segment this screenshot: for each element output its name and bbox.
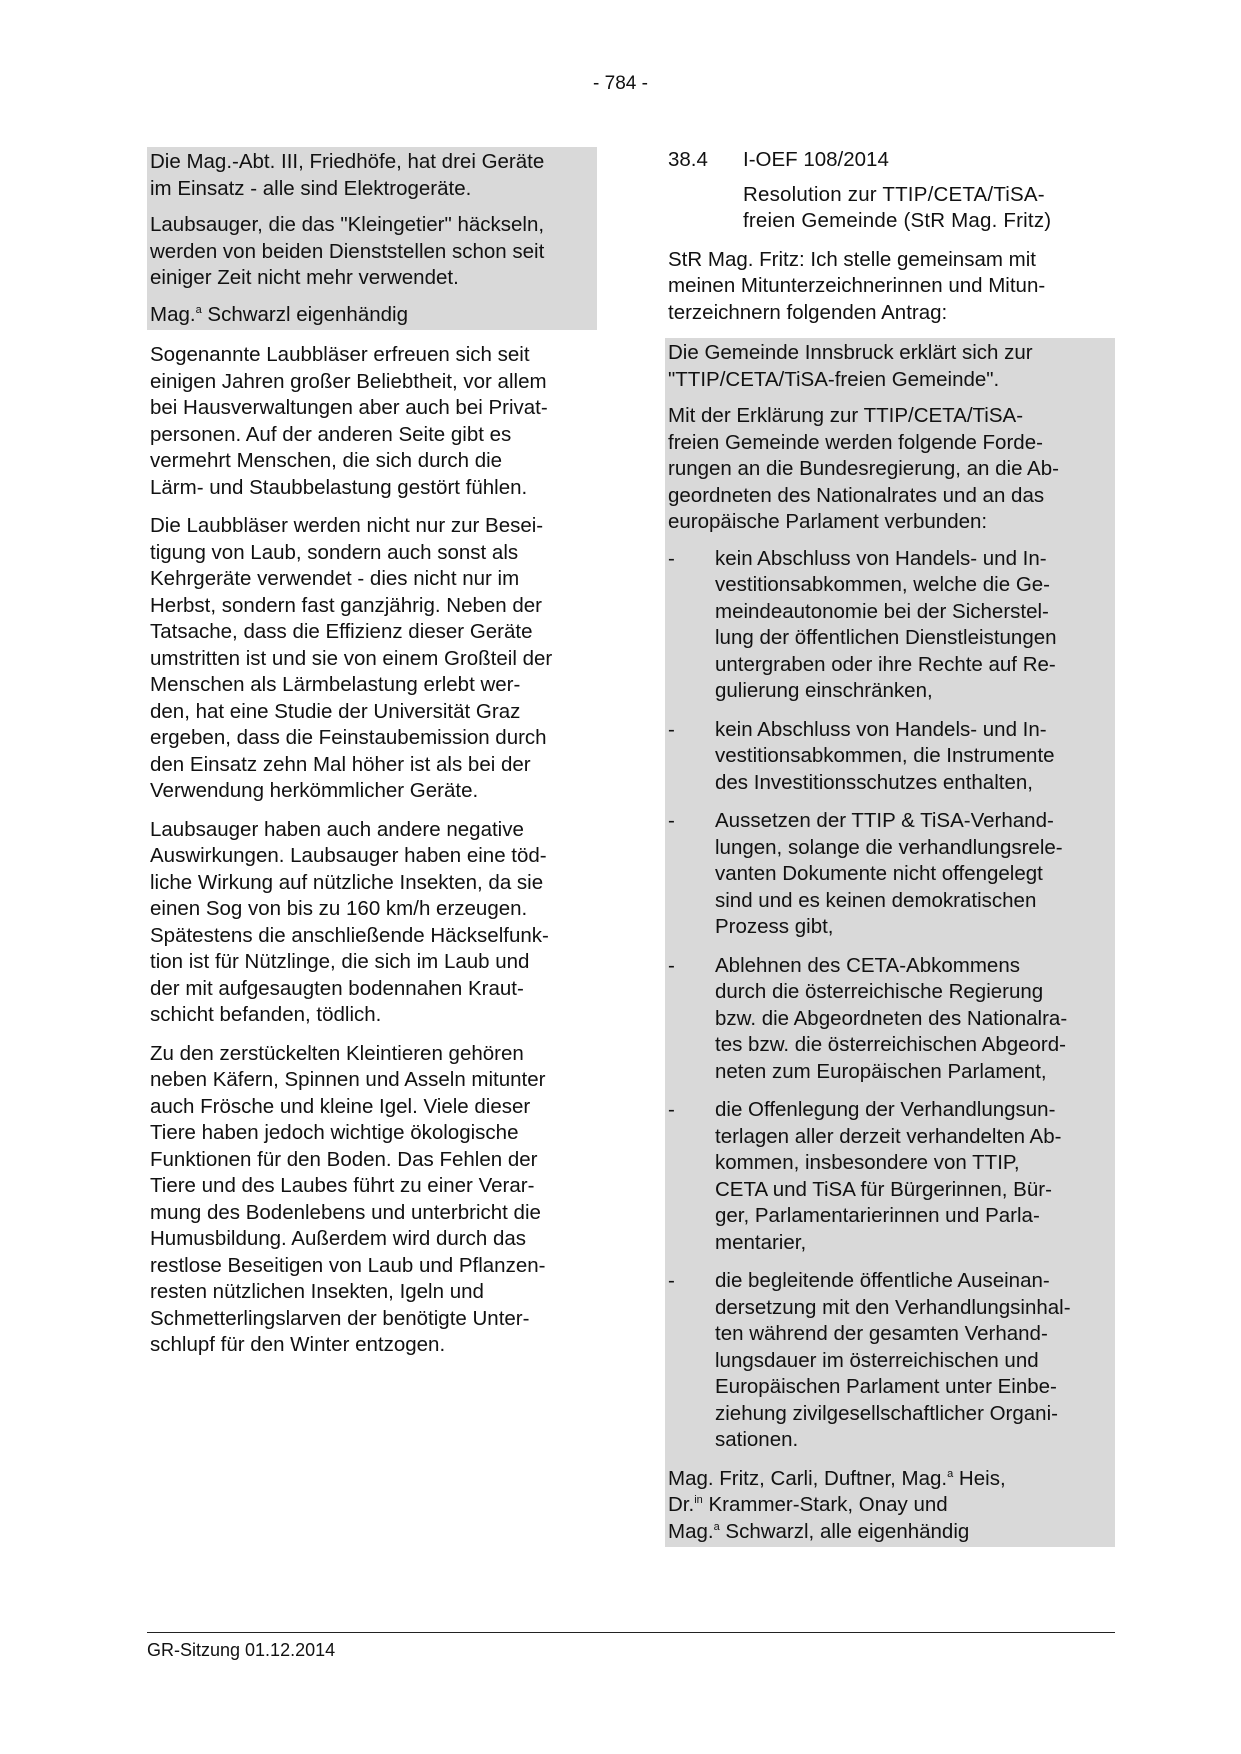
text-line: schlupf für den Winter entzogen. bbox=[150, 1333, 446, 1356]
list-item-text bbox=[715, 953, 1112, 1086]
text-line: Lärm- und Staubbelastung gestört fühlen. bbox=[150, 475, 528, 499]
text-line: den, hat eine Studie der Universität Graz bbox=[150, 699, 521, 723]
list-item bbox=[665, 808, 1115, 941]
text-line: einigen Jahren großer Beliebtheit, vor allem bbox=[150, 369, 547, 393]
text-line: ten während der gesamten Verhand- bbox=[715, 1322, 1048, 1345]
text-line: lungsdauer im österreichischen und bbox=[715, 1348, 1039, 1372]
text-line: StR Mag. Fritz: Ich stelle gemeinsam mit bbox=[668, 247, 1036, 271]
text-line: Die Gemeinde Innsbruck erklärt sich zur bbox=[668, 341, 1033, 364]
text-line: dersetzung mit den Verhandlungsinhal- bbox=[715, 1295, 1071, 1319]
text-line: restlose Beseitigen von Laub und Pflanzen- bbox=[150, 1253, 546, 1277]
text-line: meinen Mitunterzeichnerinnen und Mitun- bbox=[668, 274, 1046, 297]
text-line: Die Mag.-Abt. III, Friedhöfe, hat drei Geräte bbox=[150, 150, 545, 173]
motion-text bbox=[665, 338, 1115, 1547]
text-line: die begleitende öffentliche Auseinan- bbox=[715, 1269, 1050, 1292]
footer-divider bbox=[147, 1632, 1115, 1633]
signature-name: Schwarzl eigenhändig bbox=[201, 302, 408, 326]
list-item bbox=[665, 546, 1115, 705]
signatories-line-3-end: Schwarzl, alle eigenhändig bbox=[719, 1519, 970, 1543]
quoted-statement bbox=[147, 147, 597, 330]
text-line: Funktionen für den Boden. Das Fehlen der bbox=[150, 1147, 538, 1171]
text-line: tion ist für Nützlinge, die sich im Laub und bbox=[150, 950, 530, 973]
dash-marker: - bbox=[668, 809, 675, 832]
text-line: Mit der Erklärung zur TTIP/CETA/TiSA- bbox=[668, 404, 1024, 427]
signatories-line-1: Mag. Fritz, Carli, Duftner, Mag. bbox=[668, 1466, 948, 1490]
text-line: mentarier, bbox=[715, 1230, 807, 1254]
text-line: terlagen aller derzeit verhandelten Ab- bbox=[715, 1124, 1062, 1148]
text-line: Kehrgeräte verwendet - dies nicht nur im bbox=[150, 567, 520, 590]
text-line: Menschen als Lärmbelastung erlebt wer- bbox=[150, 673, 521, 696]
text-line: umstritten ist und sie von einem Großteil der bbox=[150, 646, 553, 670]
signatories-line-2: Dr. bbox=[668, 1493, 695, 1516]
intro-paragraph bbox=[665, 247, 1115, 327]
text-line: Verwendung herkömmlicher Geräte. bbox=[150, 779, 479, 802]
text-line: durch die österreichische Regierung bbox=[715, 980, 1044, 1003]
list-item bbox=[665, 717, 1115, 797]
text-line: meindeautonomie bei der Sicherstel- bbox=[715, 599, 1049, 623]
text-line: Auswirkungen. Laubsauger haben eine töd- bbox=[150, 844, 547, 867]
text-line: der mit aufgesaugten bodennahen Kraut- bbox=[150, 976, 524, 1000]
text-line: tes bzw. die österreichischen Abgeord- bbox=[715, 1033, 1066, 1056]
text-line: kommen, insbesondere von TTIP, bbox=[715, 1151, 1020, 1174]
text-line: ziehung zivilgesellschaftlicher Organi- bbox=[715, 1401, 1058, 1425]
list-item-text bbox=[715, 1268, 1112, 1454]
section-number: 38.4 bbox=[668, 148, 708, 171]
statement-paragraph bbox=[147, 149, 597, 202]
text-line: werden von beiden Dienststellen schon seit bbox=[150, 239, 545, 263]
list-item bbox=[665, 953, 1115, 1086]
superscript: a bbox=[713, 1520, 720, 1533]
text-line: bzw. die Abgeordneten des Nationalra- bbox=[715, 1006, 1068, 1030]
text-line: rungen an die Bundesregierung, an die Ab- bbox=[668, 457, 1059, 480]
text-line: kein Abschluss von Handels- und In- bbox=[715, 717, 1047, 741]
list-item-text bbox=[715, 1097, 1112, 1256]
text-line: ger, Parlamentarierinnen und Parla- bbox=[715, 1204, 1040, 1227]
text-line: Schmetterlingslarven der benötigte Unter- bbox=[150, 1306, 530, 1330]
text-line: einiger Zeit nicht mehr verwendet. bbox=[150, 266, 459, 289]
list-item bbox=[665, 1097, 1115, 1256]
text-line: mung des Bodenlebens und unterbricht die bbox=[150, 1200, 541, 1224]
text-line: neben Käfern, Spinnen und Asseln mitunter bbox=[150, 1068, 546, 1091]
text-line: Die Laubbläser werden nicht nur zur Besei- bbox=[150, 514, 544, 537]
text-line: die Offenlegung der Verhandlungsun- bbox=[715, 1098, 1056, 1121]
right-column bbox=[665, 147, 1115, 1547]
text-line: Humusbildung. Außerdem wird durch das bbox=[150, 1227, 527, 1250]
superscript: in bbox=[694, 1494, 703, 1506]
text-line: Herbst, sondern fast ganzjährig. Neben der bbox=[150, 593, 543, 617]
text-line: Ablehnen des CETA-Abkommens bbox=[715, 953, 1020, 977]
list-item-text bbox=[715, 808, 1112, 941]
text-line: Zu den zerstückelten Kleintieren gehören bbox=[150, 1041, 524, 1065]
dash-marker: - bbox=[668, 1098, 675, 1121]
text-line: europäische Parlament verbunden: bbox=[668, 510, 988, 533]
signature-line bbox=[147, 302, 597, 329]
text-line: vermehrt Menschen, die sich durch die bbox=[150, 449, 503, 472]
title-line: freien Gemeinde (StR Mag. Fritz) bbox=[743, 209, 1052, 232]
text-line: Spätestens die anschließende Häckselfunk- bbox=[150, 923, 549, 947]
text-line: schicht befanden, tödlich. bbox=[150, 1003, 382, 1026]
body-paragraph bbox=[147, 817, 597, 1029]
text-line: den Einsatz zehn Mal höher ist als bei der bbox=[150, 752, 531, 776]
text-line: terzeichnern folgenden Antrag: bbox=[668, 300, 948, 324]
text-line: lungen, solange die verhandlungsrele- bbox=[715, 835, 1063, 859]
body-paragraph bbox=[147, 1041, 597, 1359]
text-line: lung der öffentlichen Dienstleistungen bbox=[715, 626, 1057, 649]
text-line: ergeben, dass die Feinstaubemission durch bbox=[150, 726, 547, 749]
list-item-text bbox=[715, 546, 1112, 705]
list-item bbox=[665, 1268, 1115, 1454]
text-line: vanten Dokumente nicht offengelegt bbox=[715, 862, 1043, 885]
text-line: kein Abschluss von Handels- und In- bbox=[715, 546, 1047, 570]
signature-prefix: Mag. bbox=[150, 302, 196, 326]
motion-paragraph bbox=[665, 340, 1115, 393]
text-line: liche Wirkung auf nützliche Insekten, da sie bbox=[150, 870, 544, 894]
agenda-title bbox=[665, 182, 1115, 235]
dash-marker: - bbox=[668, 953, 675, 977]
signatories bbox=[665, 1466, 1115, 1546]
text-line: untergraben oder ihre Rechte auf Re- bbox=[715, 652, 1056, 676]
list-item-text bbox=[715, 717, 1112, 797]
signature-superscript: a bbox=[195, 303, 202, 316]
text-line: neten zum Europäischen Parlament, bbox=[715, 1059, 1047, 1083]
text-line: vestitionsabkommen, die Instrumente bbox=[715, 744, 1055, 767]
text-line: Aussetzen der TTIP & TiSA-Verhand- bbox=[715, 809, 1054, 832]
text-line: auch Frösche und kleine Igel. Viele dieser bbox=[150, 1094, 531, 1118]
text-line: vestitionsabkommen, welche die Ge- bbox=[715, 573, 1050, 596]
body-paragraph bbox=[147, 513, 597, 805]
signatories-line-1-end: Heis, bbox=[953, 1466, 1006, 1490]
dash-marker: - bbox=[668, 546, 675, 570]
superscript: a bbox=[947, 1467, 954, 1480]
text-line: "TTIP/CETA/TiSA-freien Gemeinde". bbox=[668, 367, 1000, 391]
text-line: im Einsatz - alle sind Elektrogeräte. bbox=[150, 176, 472, 200]
dash-marker: - bbox=[668, 1269, 675, 1292]
text-line: Sogenannte Laubbläser erfreuen sich seit bbox=[150, 343, 530, 366]
dash-marker: - bbox=[668, 717, 675, 741]
text-line: resten nützlichen Insekten, Igeln und bbox=[150, 1280, 484, 1303]
agenda-heading bbox=[665, 147, 1115, 174]
text-line: Tiere und des Laubes führt zu einer Verar- bbox=[150, 1174, 535, 1197]
text-line: des Investitionsschutzes enthalten, bbox=[715, 770, 1033, 794]
demands-list bbox=[665, 546, 1115, 1454]
text-line: Laubsauger, die das "Kleingetier" häckseln, bbox=[150, 213, 545, 236]
signatories-line-3: Mag. bbox=[668, 1519, 714, 1543]
title-line: Resolution zur TTIP/CETA/TiSA- bbox=[743, 182, 1045, 206]
text-line: Laubsauger haben auch andere negative bbox=[150, 817, 524, 841]
text-line: Prozess gibt, bbox=[715, 915, 834, 938]
signatories-line-2-end: Krammer-Stark, Onay und bbox=[702, 1493, 948, 1516]
text-line: gulierung einschränken, bbox=[715, 679, 933, 702]
text-line: CETA und TiSA für Bürgerinnen, Bür- bbox=[715, 1177, 1052, 1201]
text-line: sationen. bbox=[715, 1428, 799, 1451]
body-paragraph bbox=[147, 342, 597, 501]
footer-session-date: GR-Sitzung 01.12.2014 bbox=[147, 1640, 336, 1660]
statement-paragraph bbox=[147, 212, 597, 292]
text-line: Tatsache, dass die Effizienz dieser Geräte bbox=[150, 620, 533, 643]
text-line: sind und es keinen demokratischen bbox=[715, 888, 1037, 912]
text-line: tigung von Laub, sondern auch sonst als bbox=[150, 540, 519, 564]
reference-number: I-OEF 108/2014 bbox=[743, 148, 889, 171]
text-line: freien Gemeinde werden folgende Forde- bbox=[668, 430, 1043, 454]
left-column bbox=[147, 147, 597, 1371]
text-line: Tiere haben jedoch wichtige ökologische bbox=[150, 1121, 519, 1144]
text-line: personen. Auf der anderen Seite gibt es bbox=[150, 422, 512, 446]
text-line: einen Sog von bis zu 160 km/h erzeugen. bbox=[150, 897, 528, 920]
text-line: Europäischen Parlament unter Einbe- bbox=[715, 1375, 1057, 1398]
page-number: - 784 - bbox=[593, 73, 648, 94]
text-line: bei Hausverwaltungen aber auch bei Privat- bbox=[150, 396, 548, 419]
motion-paragraph bbox=[665, 403, 1115, 536]
text-line: geordneten des Nationalrates und an das bbox=[668, 483, 1045, 507]
